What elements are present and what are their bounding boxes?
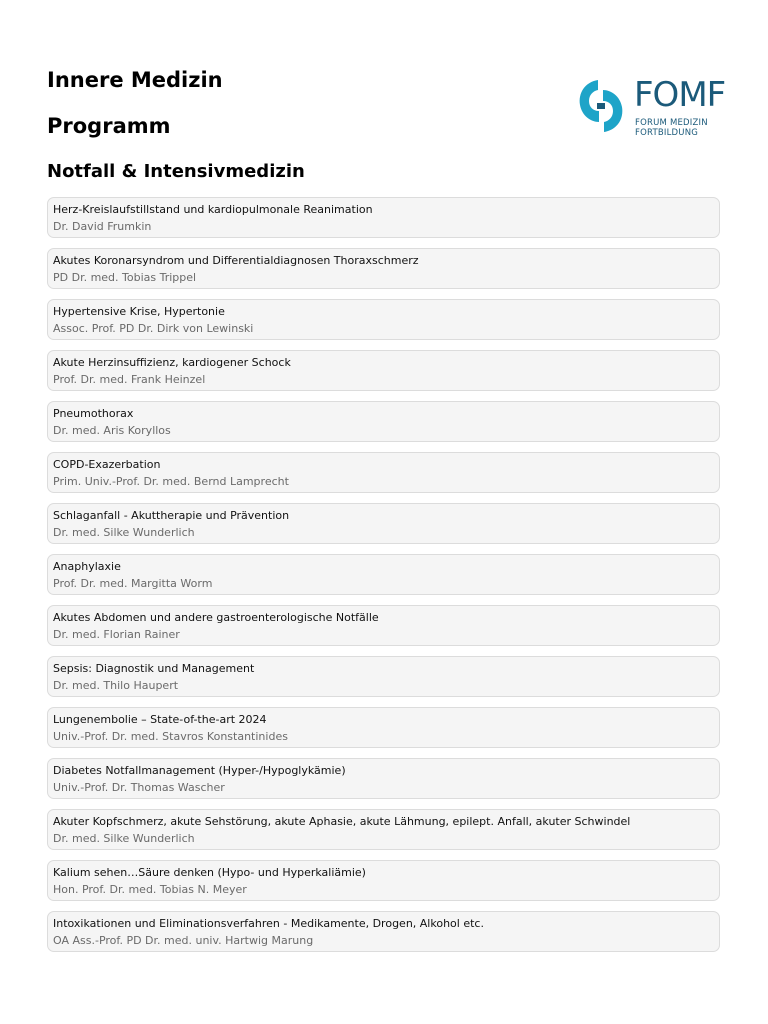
session-title: Schlaganfall - Akuttherapie und Prävention xyxy=(53,509,290,522)
fomf-logo-mark-icon xyxy=(577,76,625,136)
session-item xyxy=(47,299,720,340)
session-title: Akuter Kopfschmerz, akute Sehstörung, akute Aphasie, akute Lähmung, epilept. Anfall, akuter Schwindel xyxy=(53,815,631,828)
session-item xyxy=(47,809,720,850)
session-speaker: Assoc. Prof. PD Dr. Dirk von Lewinski xyxy=(53,322,254,335)
session-title: Lungenembolie – State-of-the-art 2024 xyxy=(53,713,267,726)
session-item xyxy=(47,554,720,595)
page-title: Innere Medizin xyxy=(47,68,223,92)
session-item xyxy=(47,197,720,238)
session-speaker: Dr. David Frumkin xyxy=(53,220,152,233)
session-speaker: Prim. Univ.-Prof. Dr. med. Bernd Lamprecht xyxy=(53,475,289,488)
session-speaker: PD Dr. med. Tobias Trippel xyxy=(53,271,197,284)
session-title: Intoxikationen und Eliminationsverfahren - Medikamente, Drogen, Alkohol etc. xyxy=(53,917,484,930)
section-title: Notfall & Intensivmedizin xyxy=(47,161,305,182)
session-item xyxy=(47,452,720,493)
session-speaker: Prof. Dr. med. Frank Heinzel xyxy=(53,373,206,386)
fomf-logo xyxy=(577,74,726,142)
session-title: Akutes Koronarsyndrom und Differentialdiagnosen Thoraxschmerz xyxy=(53,254,419,267)
session-speaker: Dr. med. Florian Rainer xyxy=(53,628,180,641)
session-speaker: Dr. med. Thilo Haupert xyxy=(53,679,179,692)
session-speaker: Dr. med. Aris Koryllos xyxy=(53,424,171,437)
session-title: Hypertensive Krise, Hypertonie xyxy=(53,305,225,318)
session-speaker: Univ.-Prof. Dr. med. Stavros Konstantinides xyxy=(53,730,288,743)
session-title: COPD-Exazerbation xyxy=(53,458,161,471)
session-title: Herz-Kreislaufstillstand und kardiopulmonale Reanimation xyxy=(53,203,373,216)
session-item xyxy=(47,605,720,646)
session-title: Kalium sehen…Säure denken (Hypo- und Hyperkaliämie) xyxy=(53,866,366,879)
session-speaker: Hon. Prof. Dr. med. Tobias N. Meyer xyxy=(53,883,247,896)
session-title: Pneumothorax xyxy=(53,407,134,420)
session-item xyxy=(47,860,720,901)
logo-subtitle-line2: FORTBILDUNG xyxy=(635,128,699,138)
session-title: Anaphylaxie xyxy=(53,560,121,573)
session-speaker: Dr. med. Silke Wunderlich xyxy=(53,832,195,845)
page-subtitle: Programm xyxy=(47,114,171,138)
session-title: Diabetes Notfallmanagement (Hyper-/Hypoglykämie) xyxy=(53,764,346,777)
session-item xyxy=(47,707,720,748)
session-item xyxy=(47,656,720,697)
session-item xyxy=(47,503,720,544)
logo-subtitle-line1: FORUM MEDIZIN xyxy=(635,118,708,128)
logo-wordmark: FOMF xyxy=(634,75,726,115)
session-speaker: Dr. med. Silke Wunderlich xyxy=(53,526,195,539)
session-speaker: Prof. Dr. med. Margitta Worm xyxy=(53,577,213,590)
session-list xyxy=(47,197,720,962)
session-item xyxy=(47,248,720,289)
session-item xyxy=(47,401,720,442)
session-item xyxy=(47,758,720,799)
session-item xyxy=(47,350,720,391)
session-title: Sepsis: Diagnostik und Management xyxy=(53,662,255,675)
session-title: Akutes Abdomen und andere gastroenterologische Notfälle xyxy=(53,611,379,624)
session-item xyxy=(47,911,720,952)
session-speaker: Univ.-Prof. Dr. Thomas Wascher xyxy=(53,781,225,794)
session-speaker: OA Ass.-Prof. PD Dr. med. univ. Hartwig Marung xyxy=(53,934,314,947)
session-title: Akute Herzinsuffizienz, kardiogener Schock xyxy=(53,356,291,369)
